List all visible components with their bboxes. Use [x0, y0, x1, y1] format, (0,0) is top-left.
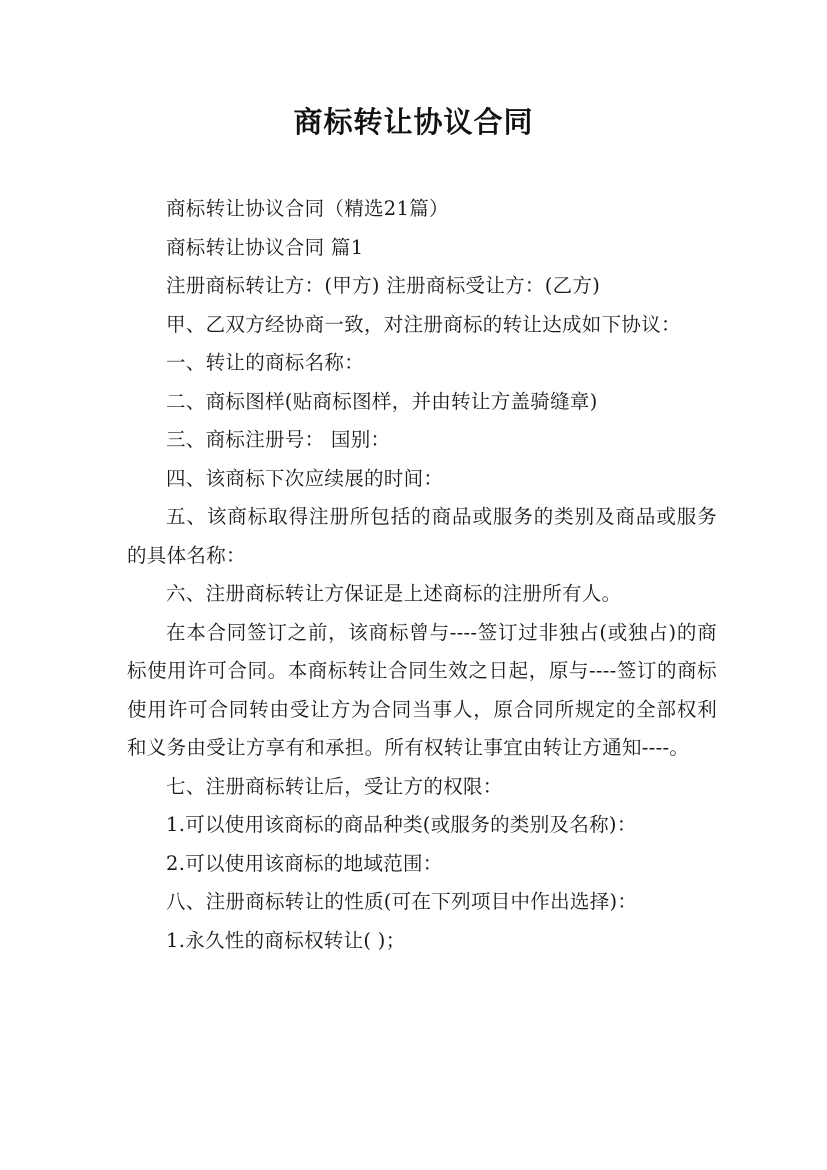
document-body	[127, 190, 717, 960]
paragraph-clause-4: 四、该商标下次应续展的时间：	[166, 466, 444, 490]
paragraph-clause-8: 八、注册商标转让的性质(可在下列项目中作出选择)：	[166, 890, 638, 913]
paragraph-parties: 注册商标转让方：(甲方) 注册商标受让方：(乙方)	[166, 274, 601, 297]
paragraph-subtitle: 商标转让协议合同（精选21篇）	[166, 197, 449, 220]
paragraph-section-heading: 商标转让协议合同 篇1	[166, 235, 364, 259]
document-title: 商标转让协议合同	[293, 105, 534, 139]
paragraph-clause-6: 六、注册商标转让方保证是上述商标的注册所有人。	[166, 582, 622, 605]
paragraph-license-history: 在本合同签订之前，该商标曾与----签订过非独占(或独占)的商标使用许可合同。本商标转让合同生效之日起，原与----签订的商标使用许可合同转由受让方为合同当事人，原合同所规定的全部权利和义务由受让方享有和承担。所有权转让事宜由转让方通知----。	[127, 620, 717, 759]
paragraph-clause-8-item-1: 1.永久性的商标权转让( )；	[166, 928, 406, 952]
paragraph-clause-7-item-1: 1.可以使用该商标的商品种类(或服务的类别及名称)：	[166, 813, 637, 836]
paragraph-clause-7-item-2: 2.可以使用该商标的地域范围：	[166, 851, 443, 875]
paragraph-agreement-intro: 甲、乙双方经协商一致，对注册商标的转让达成如下协议：	[166, 312, 681, 336]
paragraph-clause-3: 三、商标注册号： 国别：	[166, 428, 391, 451]
paragraph-clause-1: 一、转让的商标名称：	[166, 351, 365, 374]
paragraph-clause-5: 五、该商标取得注册所包括的商品或服务的类别及商品或服务的具体名称：	[127, 505, 717, 567]
paragraph-clause-7: 七、注册商标转让后，受让方的权限：	[166, 774, 503, 798]
paragraph-clause-2: 二、商标图样(贴商标图样，并由转让方盖骑缝章)	[166, 389, 598, 413]
